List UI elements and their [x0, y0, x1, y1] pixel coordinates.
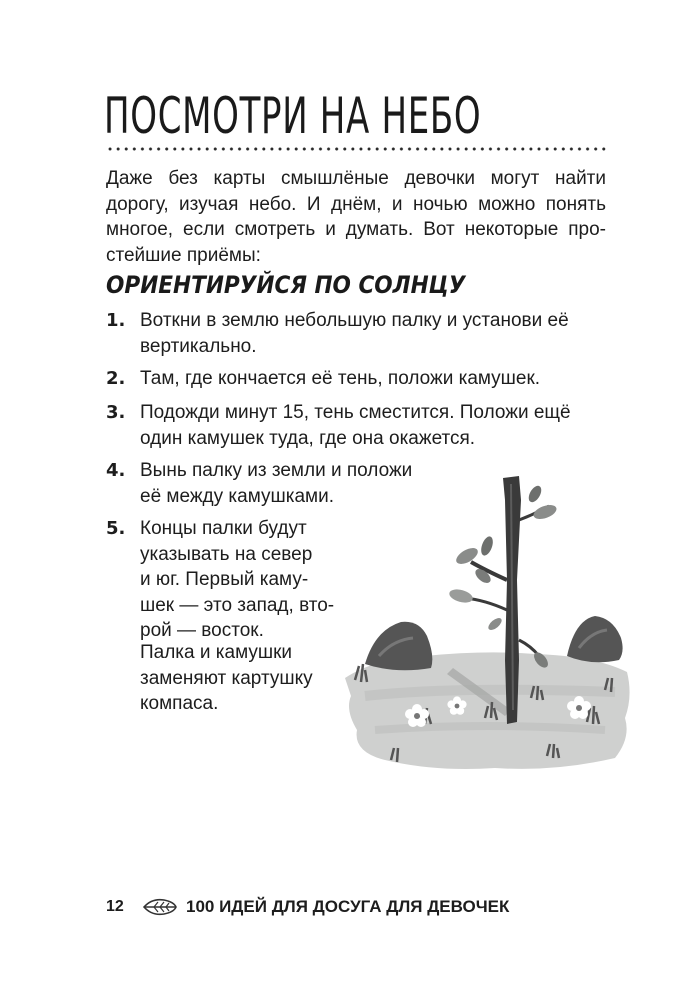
step-line: Концы палки будут: [140, 518, 307, 539]
leaf: [532, 502, 559, 521]
leaf: [526, 484, 544, 505]
step-text: [140, 400, 571, 451]
rock-right: [567, 616, 623, 662]
leaf: [479, 535, 495, 557]
leaf: [448, 587, 474, 605]
step-line: один камушек туда, где она окажется.: [140, 427, 476, 449]
page-footer: [106, 895, 606, 919]
intro-line: дорогу, изучая небо. И днём, и ночью можно понять: [106, 193, 606, 215]
step-line: её между камушками.: [140, 485, 334, 507]
dotted-divider: [106, 146, 606, 152]
step-number: 2.: [106, 368, 126, 389]
step-text: [140, 308, 569, 359]
step-number: 5.: [106, 518, 126, 539]
step-text: [140, 366, 540, 392]
note-paragraph: [140, 640, 313, 717]
note-line: компаса.: [140, 693, 219, 714]
section-subtitle: ОРИЕНТИРУЙСЯ ПО СОЛНЦУ: [106, 271, 466, 299]
step-line: и юг. Первый каму-: [140, 569, 309, 590]
intro-line: многое, если смотреть и думать. Вот некоторые про-: [106, 219, 606, 240]
step-text: [140, 516, 334, 644]
step-number: 1.: [106, 310, 126, 331]
note-line: Палка и камушки: [140, 642, 293, 663]
step-line: рой — восток.: [140, 620, 264, 641]
step-line: вертикально.: [140, 335, 257, 357]
page-title: ПОСМОТРИ НА НЕБО: [104, 87, 482, 145]
book-title: 100 ИДЕЙ ДЛЯ ДОСУГА ДЛЯ ДЕВОЧЕК: [186, 897, 510, 916]
intro-line: Даже без карты смышлёные девочки могут найти: [106, 168, 606, 189]
intro-paragraph: [106, 166, 606, 268]
step-line: Воткни в землю небольшую палку и установи её: [140, 310, 569, 331]
stick-in-ground-illustration: [335, 460, 635, 780]
step-line: Подожди минут 15, тень сместится. Положи ещё: [140, 402, 571, 423]
step-line: указывать на север: [140, 543, 313, 565]
step-line: шек — это запад, вто-: [140, 594, 335, 616]
note-line: заменяют картушку: [140, 667, 313, 689]
step-line: Вынь палку из земли и положи: [140, 460, 413, 481]
leaf-icon: [142, 897, 178, 917]
leaf: [486, 616, 503, 632]
step-line: Там, где кончается её тень, положи камушек.: [140, 368, 541, 389]
step-number: 3.: [106, 402, 126, 423]
intro-line: стейшие приёмы:: [106, 244, 261, 266]
step-number: 4.: [106, 460, 126, 481]
rock-left: [365, 622, 432, 670]
page-number: 12: [106, 898, 124, 915]
